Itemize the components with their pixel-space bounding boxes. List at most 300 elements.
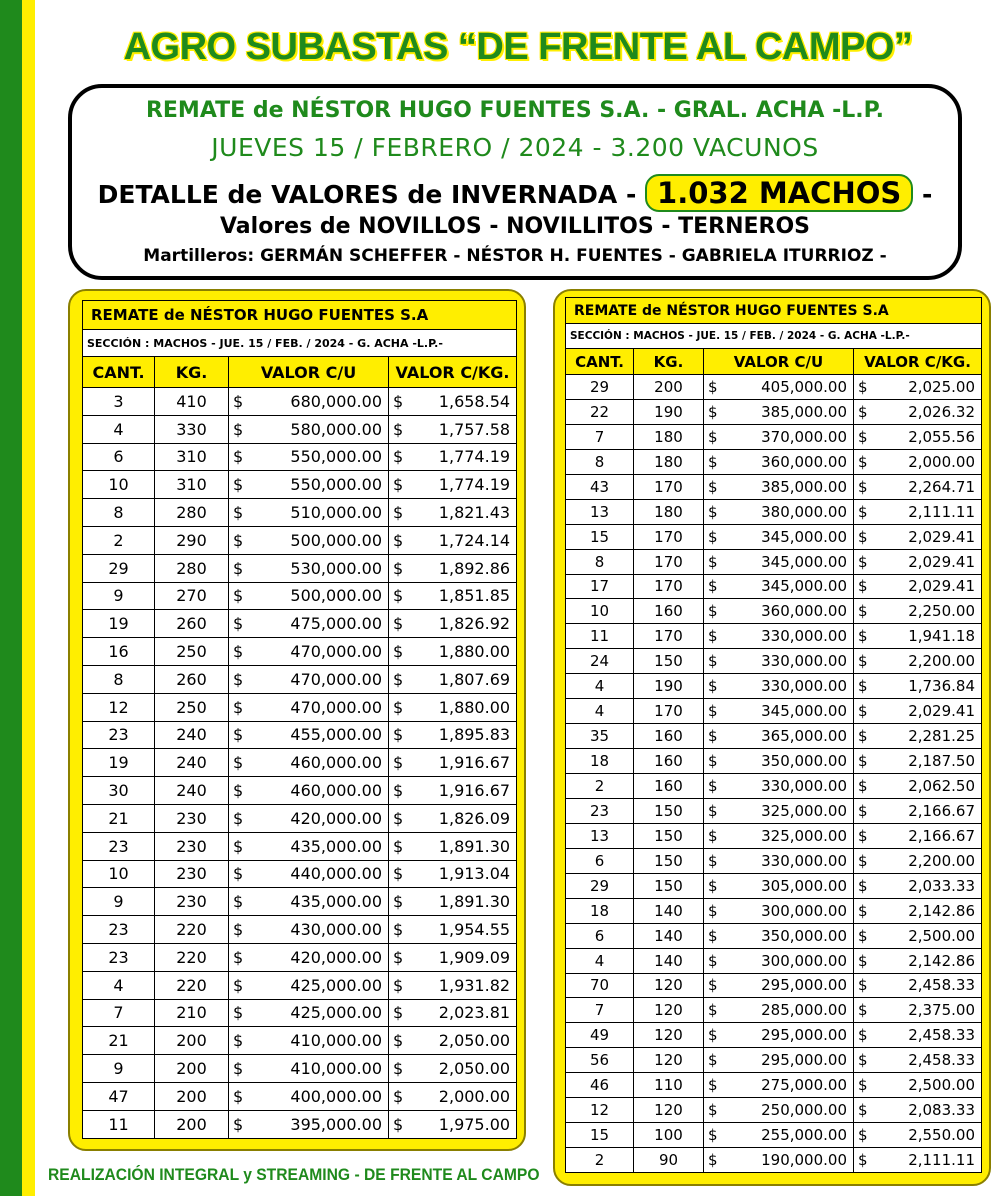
currency-symbol: $ bbox=[233, 391, 244, 411]
cell-valor-ckg bbox=[854, 599, 982, 624]
currency-symbol: $ bbox=[708, 477, 718, 496]
amount: 2,055.56 bbox=[908, 427, 975, 446]
amount: 1,916.67 bbox=[438, 781, 511, 801]
amount: 410,000.00 bbox=[290, 1031, 382, 1051]
currency-symbol: $ bbox=[393, 558, 404, 578]
cell-kg: 150 bbox=[634, 823, 704, 848]
currency-symbol: $ bbox=[393, 864, 404, 884]
cell-kg: 180 bbox=[634, 424, 704, 449]
amount: 550,000.00 bbox=[290, 475, 382, 495]
currency-symbol: $ bbox=[393, 1003, 404, 1023]
cell-kg: 180 bbox=[634, 449, 704, 474]
table-row bbox=[83, 415, 517, 443]
cell-valor-cu bbox=[229, 693, 389, 721]
cell-valor-cu bbox=[704, 499, 854, 524]
cell-kg: 180 bbox=[634, 499, 704, 524]
cell-valor-cu bbox=[229, 388, 389, 416]
currency-symbol: $ bbox=[708, 452, 718, 471]
currency-symbol: $ bbox=[233, 586, 244, 606]
currency-symbol: $ bbox=[708, 627, 718, 646]
table-row bbox=[83, 638, 517, 666]
cell-kg: 200 bbox=[155, 1055, 229, 1083]
amount: 2,500.00 bbox=[908, 1076, 975, 1095]
currency-symbol: $ bbox=[233, 864, 244, 884]
table-title: REMATE de NÉSTOR HUGO FUENTES S.A bbox=[566, 298, 982, 324]
currency-symbol: $ bbox=[393, 1114, 404, 1134]
amount: 2,458.33 bbox=[908, 1051, 975, 1070]
table-row bbox=[566, 1123, 982, 1148]
amount: 435,000.00 bbox=[290, 836, 382, 856]
amount: 1,931.82 bbox=[438, 975, 511, 995]
currency-symbol: $ bbox=[393, 447, 404, 467]
cell-cantidad: 56 bbox=[566, 1048, 634, 1073]
cell-valor-ckg bbox=[389, 721, 517, 749]
currency-symbol: $ bbox=[708, 901, 718, 920]
amount: 2,111.11 bbox=[908, 1151, 975, 1170]
cell-kg: 310 bbox=[155, 443, 229, 471]
amount: 400,000.00 bbox=[290, 1086, 382, 1106]
cell-kg: 170 bbox=[634, 524, 704, 549]
amount: 330,000.00 bbox=[761, 776, 847, 795]
cell-kg: 200 bbox=[155, 1110, 229, 1138]
currency-symbol: $ bbox=[708, 1076, 718, 1095]
cell-kg: 170 bbox=[634, 624, 704, 649]
amount: 365,000.00 bbox=[761, 727, 847, 746]
amount: 350,000.00 bbox=[761, 926, 847, 945]
amount: 470,000.00 bbox=[290, 642, 382, 662]
currency-symbol: $ bbox=[708, 1151, 718, 1170]
currency-symbol: $ bbox=[393, 642, 404, 662]
cell-valor-cu bbox=[229, 1110, 389, 1138]
cell-kg: 250 bbox=[155, 638, 229, 666]
amount: 1,913.04 bbox=[438, 864, 511, 884]
amount: 1,851.85 bbox=[438, 586, 511, 606]
currency-symbol: $ bbox=[858, 552, 868, 571]
cell-kg: 230 bbox=[155, 860, 229, 888]
amount: 1,909.09 bbox=[438, 947, 511, 967]
table-row bbox=[83, 471, 517, 499]
currency-symbol: $ bbox=[858, 652, 868, 671]
cell-cantidad: 9 bbox=[83, 1055, 155, 1083]
cell-cantidad: 35 bbox=[566, 724, 634, 749]
cell-valor-cu bbox=[704, 1123, 854, 1148]
cell-valor-ckg bbox=[389, 1082, 517, 1110]
cell-cantidad: 4 bbox=[566, 699, 634, 724]
amount: 470,000.00 bbox=[290, 697, 382, 717]
cell-kg: 160 bbox=[634, 599, 704, 624]
currency-symbol: $ bbox=[858, 1076, 868, 1095]
cell-valor-cu bbox=[229, 526, 389, 554]
amount: 2,166.67 bbox=[908, 826, 975, 845]
currency-symbol: $ bbox=[708, 552, 718, 571]
amount: 330,000.00 bbox=[761, 677, 847, 696]
table-row bbox=[566, 898, 982, 923]
cell-valor-ckg bbox=[854, 549, 982, 574]
cell-valor-ckg bbox=[854, 973, 982, 998]
amount: 2,000.00 bbox=[438, 1086, 511, 1106]
currency-symbol: $ bbox=[393, 947, 404, 967]
amount: 2,033.33 bbox=[908, 876, 975, 895]
cell-valor-cu bbox=[704, 624, 854, 649]
cell-kg: 310 bbox=[155, 471, 229, 499]
amount: 2,062.50 bbox=[908, 776, 975, 795]
cell-kg: 410 bbox=[155, 388, 229, 416]
cell-valor-ckg bbox=[854, 998, 982, 1023]
currency-symbol: $ bbox=[708, 602, 718, 621]
currency-symbol: $ bbox=[858, 602, 868, 621]
cell-kg: 230 bbox=[155, 888, 229, 916]
amount: 2,083.33 bbox=[908, 1101, 975, 1120]
amount: 2,029.41 bbox=[908, 702, 975, 721]
table-row bbox=[83, 749, 517, 777]
currency-symbol: $ bbox=[708, 776, 718, 795]
amount: 430,000.00 bbox=[290, 920, 382, 940]
amount: 425,000.00 bbox=[290, 1003, 382, 1023]
amount: 475,000.00 bbox=[290, 614, 382, 634]
amount: 2,142.86 bbox=[908, 951, 975, 970]
cell-valor-cu bbox=[704, 724, 854, 749]
cell-valor-ckg bbox=[854, 774, 982, 799]
cell-cantidad: 4 bbox=[83, 971, 155, 999]
cell-valor-ckg bbox=[389, 665, 517, 693]
currency-symbol: $ bbox=[858, 702, 868, 721]
table-title: REMATE de NÉSTOR HUGO FUENTES S.A bbox=[83, 301, 517, 330]
cell-kg: 230 bbox=[155, 832, 229, 860]
amount: 345,000.00 bbox=[761, 552, 847, 571]
currency-symbol: $ bbox=[858, 1001, 868, 1020]
currency-symbol: $ bbox=[708, 1051, 718, 1070]
cell-cantidad: 11 bbox=[566, 624, 634, 649]
amount: 1,826.92 bbox=[438, 614, 511, 634]
currency-symbol: $ bbox=[393, 475, 404, 495]
table-row bbox=[83, 499, 517, 527]
currency-symbol: $ bbox=[233, 669, 244, 689]
currency-symbol: $ bbox=[233, 642, 244, 662]
amount: 455,000.00 bbox=[290, 725, 382, 745]
table-row bbox=[566, 1048, 982, 1073]
amount: 1,891.30 bbox=[438, 836, 511, 856]
amount: 2,026.32 bbox=[908, 402, 975, 421]
cell-kg: 220 bbox=[155, 916, 229, 944]
cell-kg: 200 bbox=[155, 1027, 229, 1055]
col-header-valor-ckg: VALOR C/KG. bbox=[389, 357, 517, 388]
page-title: AGRO SUBASTAS “DE FRENTE AL CAMPO” bbox=[123, 26, 913, 68]
cell-valor-ckg bbox=[854, 399, 982, 424]
cell-kg: 150 bbox=[634, 798, 704, 823]
cell-valor-cu bbox=[704, 923, 854, 948]
cell-valor-ckg bbox=[389, 638, 517, 666]
currency-symbol: $ bbox=[708, 851, 718, 870]
table-row bbox=[83, 665, 517, 693]
table-row bbox=[566, 624, 982, 649]
cell-valor-cu bbox=[704, 1148, 854, 1173]
currency-symbol: $ bbox=[393, 391, 404, 411]
cell-valor-cu bbox=[229, 610, 389, 638]
currency-symbol: $ bbox=[233, 1031, 244, 1051]
cell-cantidad: 23 bbox=[83, 721, 155, 749]
cell-valor-ckg bbox=[854, 674, 982, 699]
cell-valor-ckg bbox=[389, 499, 517, 527]
cell-valor-cu bbox=[704, 948, 854, 973]
cell-kg: 240 bbox=[155, 721, 229, 749]
currency-symbol: $ bbox=[393, 503, 404, 523]
currency-symbol: $ bbox=[858, 402, 868, 421]
currency-symbol: $ bbox=[393, 808, 404, 828]
cell-cantidad: 4 bbox=[566, 948, 634, 973]
cell-cantidad: 15 bbox=[566, 524, 634, 549]
cell-cantidad: 7 bbox=[566, 424, 634, 449]
cell-valor-cu bbox=[229, 832, 389, 860]
cell-cantidad: 70 bbox=[566, 973, 634, 998]
cell-valor-ckg bbox=[854, 1098, 982, 1123]
cell-valor-cu bbox=[229, 415, 389, 443]
cell-valor-cu bbox=[229, 860, 389, 888]
table-row bbox=[83, 388, 517, 416]
left-table-body bbox=[83, 388, 517, 1139]
amount: 380,000.00 bbox=[761, 502, 847, 521]
amount: 1,916.67 bbox=[438, 753, 511, 773]
cell-valor-ckg bbox=[389, 1027, 517, 1055]
table-row bbox=[566, 774, 982, 799]
amount: 1,757.58 bbox=[438, 419, 511, 439]
amount: 1,954.55 bbox=[438, 920, 511, 940]
cell-kg: 170 bbox=[634, 474, 704, 499]
table-row bbox=[83, 888, 517, 916]
cell-kg: 280 bbox=[155, 499, 229, 527]
cell-valor-cu bbox=[229, 499, 389, 527]
currency-symbol: $ bbox=[858, 976, 868, 995]
cell-cantidad: 23 bbox=[566, 798, 634, 823]
currency-symbol: $ bbox=[858, 1151, 868, 1170]
table-row bbox=[566, 474, 982, 499]
cell-valor-ckg bbox=[389, 388, 517, 416]
cell-cantidad: 15 bbox=[566, 1123, 634, 1148]
amount: 550,000.00 bbox=[290, 447, 382, 467]
cell-cantidad: 4 bbox=[83, 415, 155, 443]
cell-cantidad: 6 bbox=[566, 848, 634, 873]
currency-symbol: $ bbox=[858, 901, 868, 920]
currency-symbol: $ bbox=[708, 826, 718, 845]
amount: 360,000.00 bbox=[761, 602, 847, 621]
table-row bbox=[83, 582, 517, 610]
amount: 360,000.00 bbox=[761, 452, 847, 471]
table-row bbox=[566, 375, 982, 400]
amount: 580,000.00 bbox=[290, 419, 382, 439]
cell-cantidad: 47 bbox=[83, 1082, 155, 1110]
cell-valor-cu bbox=[704, 375, 854, 400]
table-row bbox=[83, 804, 517, 832]
table-row bbox=[83, 693, 517, 721]
cell-kg: 120 bbox=[634, 998, 704, 1023]
cell-kg: 290 bbox=[155, 526, 229, 554]
currency-symbol: $ bbox=[233, 447, 244, 467]
cell-valor-ckg bbox=[389, 888, 517, 916]
cell-valor-ckg bbox=[854, 948, 982, 973]
cell-valor-ckg bbox=[854, 624, 982, 649]
currency-symbol: $ bbox=[708, 752, 718, 771]
cell-valor-cu bbox=[704, 823, 854, 848]
table-row bbox=[566, 798, 982, 823]
cell-cantidad: 23 bbox=[83, 832, 155, 860]
cell-valor-ckg bbox=[854, 375, 982, 400]
table-row bbox=[83, 943, 517, 971]
cell-valor-cu bbox=[704, 848, 854, 873]
cell-valor-cu bbox=[704, 674, 854, 699]
cell-kg: 120 bbox=[634, 973, 704, 998]
currency-symbol: $ bbox=[708, 1101, 718, 1120]
currency-symbol: $ bbox=[233, 1114, 244, 1134]
currency-symbol: $ bbox=[708, 876, 718, 895]
table-row bbox=[566, 1073, 982, 1098]
machos-count-badge: 1.032 MACHOS bbox=[645, 174, 913, 212]
left-table-panel bbox=[68, 289, 526, 1151]
amount: 1,941.18 bbox=[908, 627, 975, 646]
auction-organizer: REMATE de NÉSTOR HUGO FUENTES S.A. - GRAL. ACHA -L.P. bbox=[145, 98, 885, 123]
cell-kg: 100 bbox=[634, 1123, 704, 1148]
table-row bbox=[566, 449, 982, 474]
section-label: SECCIÓN : MACHOS - JUE. 15 / FEB. / 2024 - G. ACHA -L.P.- bbox=[566, 324, 982, 349]
amount: 1,826.09 bbox=[438, 808, 511, 828]
cell-valor-ckg bbox=[854, 1123, 982, 1148]
currency-symbol: $ bbox=[233, 503, 244, 523]
cell-valor-ckg bbox=[854, 574, 982, 599]
currency-symbol: $ bbox=[858, 727, 868, 746]
table-row bbox=[83, 721, 517, 749]
currency-symbol: $ bbox=[858, 477, 868, 496]
table-row bbox=[566, 1098, 982, 1123]
amount: 500,000.00 bbox=[290, 586, 382, 606]
cell-cantidad: 8 bbox=[83, 665, 155, 693]
currency-symbol: $ bbox=[708, 652, 718, 671]
cell-kg: 230 bbox=[155, 804, 229, 832]
table-row bbox=[566, 948, 982, 973]
cell-cantidad: 29 bbox=[83, 554, 155, 582]
cell-kg: 160 bbox=[634, 774, 704, 799]
cell-valor-ckg bbox=[389, 693, 517, 721]
amount: 2,142.86 bbox=[908, 901, 975, 920]
cell-valor-ckg bbox=[389, 749, 517, 777]
cell-kg: 110 bbox=[634, 1073, 704, 1098]
cell-valor-cu bbox=[704, 749, 854, 774]
amount: 295,000.00 bbox=[761, 1051, 847, 1070]
cell-valor-cu bbox=[229, 916, 389, 944]
table-row bbox=[566, 424, 982, 449]
cell-kg: 190 bbox=[634, 674, 704, 699]
detail-heading-prefix: DETALLE de VALORES de INVERNADA - bbox=[97, 180, 646, 209]
cell-kg: 190 bbox=[634, 399, 704, 424]
cell-valor-cu bbox=[704, 399, 854, 424]
currency-symbol: $ bbox=[393, 614, 404, 634]
side-stripe-yellow bbox=[22, 0, 35, 1196]
cell-cantidad: 7 bbox=[566, 998, 634, 1023]
currency-symbol: $ bbox=[708, 727, 718, 746]
cell-kg: 140 bbox=[634, 898, 704, 923]
cell-valor-cu bbox=[704, 474, 854, 499]
cell-cantidad: 13 bbox=[566, 499, 634, 524]
currency-symbol: $ bbox=[708, 577, 718, 596]
amount: 420,000.00 bbox=[290, 947, 382, 967]
amount: 1,891.30 bbox=[438, 892, 511, 912]
cell-kg: 210 bbox=[155, 999, 229, 1027]
table-row bbox=[566, 1023, 982, 1048]
currency-symbol: $ bbox=[233, 725, 244, 745]
currency-symbol: $ bbox=[393, 920, 404, 940]
currency-symbol: $ bbox=[393, 892, 404, 912]
amount: 395,000.00 bbox=[290, 1114, 382, 1134]
side-stripe-green bbox=[0, 0, 22, 1196]
cell-valor-ckg bbox=[389, 777, 517, 805]
cell-valor-ckg bbox=[389, 582, 517, 610]
amount: 1,774.19 bbox=[438, 475, 511, 495]
currency-symbol: $ bbox=[393, 669, 404, 689]
amount: 300,000.00 bbox=[761, 951, 847, 970]
amount: 1,895.83 bbox=[438, 725, 511, 745]
amount: 2,111.11 bbox=[908, 502, 975, 521]
cell-cantidad: 10 bbox=[83, 860, 155, 888]
cell-cantidad: 29 bbox=[566, 375, 634, 400]
currency-symbol: $ bbox=[708, 1026, 718, 1045]
cell-cantidad: 2 bbox=[83, 526, 155, 554]
cell-valor-cu bbox=[704, 798, 854, 823]
amount: 2,025.00 bbox=[908, 377, 975, 396]
cell-valor-ckg bbox=[854, 898, 982, 923]
currency-symbol: $ bbox=[858, 826, 868, 845]
currency-symbol: $ bbox=[393, 1031, 404, 1051]
amount: 500,000.00 bbox=[290, 530, 382, 550]
amount: 275,000.00 bbox=[761, 1076, 847, 1095]
auctioneers-line: Martilleros: GERMÁN SCHEFFER - NÉSTOR H. FUENTES - GABRIELA ITURRIOZ - bbox=[143, 246, 887, 266]
cell-valor-ckg bbox=[389, 471, 517, 499]
currency-symbol: $ bbox=[233, 975, 244, 995]
amount: 510,000.00 bbox=[290, 503, 382, 523]
cell-valor-cu bbox=[704, 1098, 854, 1123]
table-row bbox=[83, 832, 517, 860]
amount: 2,458.33 bbox=[908, 1026, 975, 1045]
table-row bbox=[566, 998, 982, 1023]
amount: 420,000.00 bbox=[290, 808, 382, 828]
currency-symbol: $ bbox=[858, 801, 868, 820]
amount: 425,000.00 bbox=[290, 975, 382, 995]
cell-valor-ckg bbox=[854, 474, 982, 499]
cell-valor-ckg bbox=[854, 873, 982, 898]
cell-cantidad: 12 bbox=[566, 1098, 634, 1123]
table-row bbox=[566, 649, 982, 674]
currency-symbol: $ bbox=[233, 753, 244, 773]
amount: 345,000.00 bbox=[761, 527, 847, 546]
cell-cantidad: 21 bbox=[83, 804, 155, 832]
cell-valor-cu bbox=[229, 804, 389, 832]
cell-cantidad: 10 bbox=[83, 471, 155, 499]
cell-valor-cu bbox=[704, 873, 854, 898]
currency-symbol: $ bbox=[858, 377, 868, 396]
cell-kg: 220 bbox=[155, 943, 229, 971]
cell-valor-cu bbox=[704, 524, 854, 549]
cell-cantidad: 8 bbox=[566, 449, 634, 474]
cell-valor-ckg bbox=[389, 1110, 517, 1138]
currency-symbol: $ bbox=[233, 808, 244, 828]
cell-valor-cu bbox=[704, 449, 854, 474]
cell-cantidad: 18 bbox=[566, 749, 634, 774]
col-header-valor-cu: VALOR C/U bbox=[229, 357, 389, 388]
amount: 2,029.41 bbox=[908, 577, 975, 596]
amount: 345,000.00 bbox=[761, 702, 847, 721]
amount: 405,000.00 bbox=[761, 377, 847, 396]
currency-symbol: $ bbox=[393, 975, 404, 995]
cell-kg: 240 bbox=[155, 777, 229, 805]
cell-cantidad: 30 bbox=[83, 777, 155, 805]
cell-kg: 120 bbox=[634, 1098, 704, 1123]
cell-kg: 260 bbox=[155, 665, 229, 693]
